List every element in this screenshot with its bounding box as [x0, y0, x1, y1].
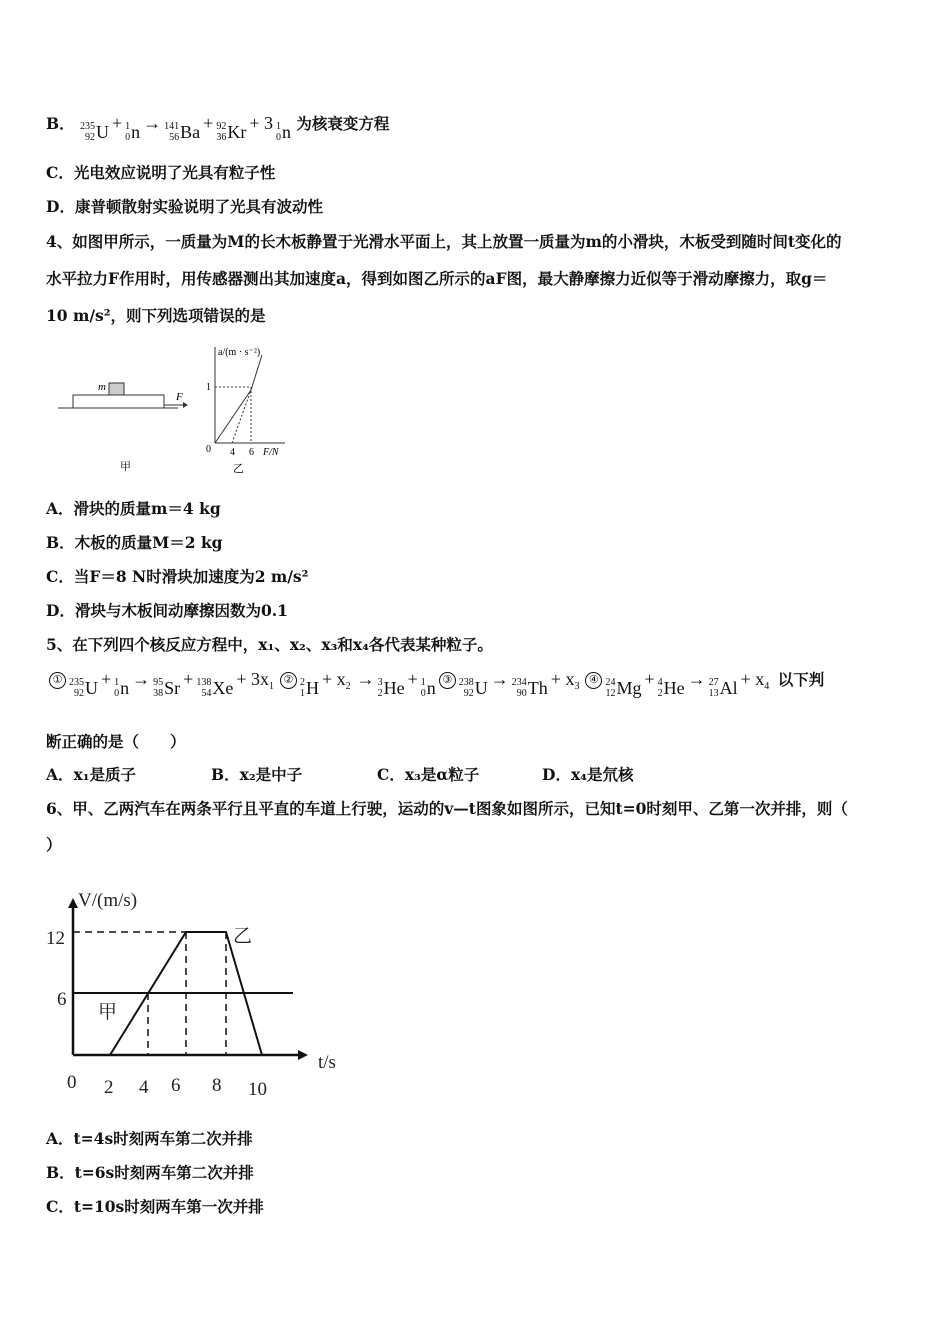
- q3-option-d: D．康普顿散射实验说明了光具有波动性: [46, 197, 323, 216]
- nuclide: [164, 121, 200, 143]
- q6-option-a: A．t=4s时刻两车第二次并排: [46, 1129, 253, 1148]
- nuclide: [605, 677, 641, 699]
- xtick-4: 4: [139, 1077, 149, 1098]
- fission-equation: [80, 113, 291, 143]
- nuclide-numbers: [216, 121, 226, 143]
- nuclide-numbers: [69, 677, 84, 699]
- label-F: F: [176, 391, 183, 403]
- subscript: 3: [574, 681, 580, 692]
- operator: →: [143, 113, 162, 133]
- nuclide-numbers: [114, 677, 119, 699]
- nuclide-numbers: [196, 677, 211, 699]
- q4-figure: [50, 335, 300, 480]
- mass-number: 238: [458, 677, 474, 688]
- nuclide-numbers: [80, 121, 95, 143]
- atomic-number: 54: [201, 688, 212, 699]
- atomic-number: 0: [125, 132, 131, 143]
- equation-number: ①: [49, 672, 66, 689]
- nuclide-numbers: [164, 121, 179, 143]
- operator: + $x_4$: [740, 669, 770, 692]
- q3-option-b: [46, 112, 389, 143]
- element-symbol: He: [383, 677, 405, 698]
- atomic-number: 92: [463, 688, 474, 699]
- caption-yi: 乙: [233, 463, 244, 475]
- nuclear-equations: [46, 669, 772, 699]
- atomic-number: 0: [420, 688, 426, 699]
- atomic-number: 36: [216, 132, 227, 143]
- mass-number: 1: [275, 121, 281, 132]
- mass-number: 1: [420, 677, 426, 688]
- q5-option-d: D．x₄是氘核: [542, 765, 634, 784]
- nuclide-numbers: [421, 677, 426, 699]
- ytick-6: 6: [57, 989, 67, 1010]
- atomic-number: 0: [275, 132, 281, 143]
- mass-number: 234: [511, 677, 527, 688]
- q5-option-a: A．x₁是质子: [46, 765, 137, 784]
- equation-number: ④: [585, 672, 602, 689]
- nuclide: [276, 121, 291, 143]
- atomic-number: 92: [85, 132, 96, 143]
- label-m: m: [98, 381, 106, 393]
- xtick-8: 8: [212, 1075, 222, 1096]
- nuclide: [421, 677, 436, 699]
- graph-ylabel: V/(m/s): [78, 890, 138, 911]
- atomic-number: 12: [605, 688, 616, 699]
- nuclide: [196, 677, 233, 699]
- operator: +: [644, 669, 655, 689]
- tick-x4: 4: [230, 447, 235, 458]
- graph-xlabel: t/s: [318, 1052, 336, 1073]
- mass-number: 138: [196, 677, 212, 688]
- nuclide-numbers: [276, 121, 281, 143]
- element-symbol: Kr: [227, 121, 247, 142]
- nuclide-numbers: [512, 677, 527, 699]
- operator: →: [687, 669, 706, 689]
- nuclide: [125, 121, 140, 143]
- tick-x0: 0: [206, 444, 211, 455]
- nuclide-numbers: [459, 677, 474, 699]
- label-jia: 甲: [98, 1002, 118, 1023]
- atomic-number: 0: [114, 688, 120, 699]
- subscript: 4: [764, 681, 770, 692]
- mass-number: 1: [114, 677, 120, 688]
- mass-number: 4: [657, 677, 663, 688]
- operator: →: [490, 669, 509, 689]
- tick-x6: 6: [249, 447, 254, 458]
- mass-number: 3: [377, 677, 383, 688]
- element-symbol: Ba: [180, 121, 201, 142]
- nuclide-numbers: [300, 677, 305, 699]
- operator: →: [356, 669, 375, 689]
- ytick-12: 12: [46, 928, 65, 949]
- operator: +: [203, 113, 214, 133]
- nuclide-numbers: [709, 677, 719, 699]
- mass-number: 235: [80, 121, 96, 132]
- subscript: 2: [345, 681, 351, 692]
- q5-option-b: B．x₂是中子: [211, 765, 303, 784]
- equation-number: ②: [280, 672, 297, 689]
- atomic-number: 38: [153, 688, 164, 699]
- graph-ylabel: a/(m · s⁻²): [218, 347, 261, 358]
- q4-option-b: B．木板的质量M＝2 kg: [46, 533, 223, 552]
- nuclide: [69, 677, 98, 699]
- nuclide: [512, 677, 548, 699]
- element-symbol: n: [281, 121, 291, 142]
- nuclide: [378, 677, 405, 699]
- operator: +: [407, 669, 418, 689]
- element-symbol: Th: [527, 677, 548, 698]
- nuclide-numbers: [605, 677, 615, 699]
- atomic-number: 2: [657, 688, 663, 699]
- operator: + 3: [249, 113, 273, 133]
- q4-stem-line2: 水平拉力F作用时，用传感器测出其加速度a，得到如图乙所示的aF图，最大静摩擦力近似等于滑动摩擦力，取g＝: [46, 269, 828, 288]
- element-symbol: Sr: [164, 677, 181, 698]
- element-symbol: Al: [719, 677, 738, 698]
- q6-stem-line1: 6、甲、乙两汽车在两条平行且平直的车道上行驶，运动的v—t图象如图所示，已知t=0时刻甲、乙第一次并排，则（: [46, 799, 848, 818]
- operator: →: [132, 669, 151, 689]
- q5-equations: [46, 668, 824, 699]
- atomic-number: 1: [299, 688, 305, 699]
- mass-number: 2: [299, 677, 305, 688]
- nuclide: [80, 121, 109, 143]
- vt-graph: [0, 870, 380, 1110]
- xtick-10: 10: [248, 1079, 267, 1100]
- q3-option-c: C．光电效应说明了光具有粒子性: [46, 163, 276, 182]
- q5-stem-line2: 断正确的是（ ）: [46, 732, 186, 751]
- q5-option-c: C．x₃是α粒子: [377, 765, 480, 784]
- mass-number: 24: [605, 677, 616, 688]
- operator: + $x_2$: [321, 669, 351, 692]
- subscript: 1: [268, 681, 274, 692]
- option-label: B．: [46, 114, 75, 133]
- nuclide: [709, 677, 738, 699]
- nuclide-numbers: [153, 677, 163, 699]
- nuclide: [216, 121, 246, 143]
- xtick-2: 2: [104, 1077, 114, 1098]
- element-symbol: He: [663, 677, 685, 698]
- q6-option-b: B．t=6s时刻两车第二次并排: [46, 1163, 254, 1182]
- operator: +: [101, 669, 112, 689]
- stem-tail: 以下判: [777, 670, 825, 689]
- mass-number: 235: [69, 677, 84, 688]
- board-block-diagram: [58, 381, 188, 473]
- equation-number: ③: [439, 672, 456, 689]
- q4-option-a: A．滑块的质量m＝4 kg: [46, 499, 221, 518]
- nuclide: [459, 677, 488, 699]
- nuclide: [300, 677, 319, 699]
- element-symbol: U: [85, 677, 98, 698]
- graph-xlabel: F/N: [263, 447, 279, 458]
- xtick-0: 0: [67, 1072, 77, 1093]
- nuclide-numbers: [125, 121, 130, 143]
- q4-option-c: C．当F＝8 N时滑块加速度为2 m/s²: [46, 567, 309, 586]
- element-symbol: n: [120, 677, 130, 698]
- mass-number: 95: [153, 677, 164, 688]
- mass-number: 1: [125, 121, 131, 132]
- nuclide-numbers: [658, 677, 663, 699]
- nuclide-numbers: [378, 677, 383, 699]
- mass-number: 141: [164, 121, 180, 132]
- atomic-number: 90: [516, 688, 527, 699]
- q4-stem-line3: 10 m/s²，则下列选项错误的是: [46, 306, 266, 325]
- operator: + $x_3$: [550, 669, 580, 692]
- atomic-number: 92: [74, 688, 84, 699]
- atomic-number: 13: [708, 688, 719, 699]
- xtick-6: 6: [171, 1075, 181, 1096]
- atomic-number: 56: [169, 132, 180, 143]
- tick-y1: 1: [206, 382, 211, 393]
- operator: +: [183, 669, 194, 689]
- element-symbol: U: [474, 677, 488, 698]
- q6-option-c: C．t=10s时刻两车第一次并排: [46, 1197, 264, 1216]
- q5-stem: 5、在下列四个核反应方程中，x₁、x₂、x₃和x₄各代表某种粒子。: [46, 635, 493, 654]
- nuclide: [153, 677, 180, 699]
- operator: +: [112, 113, 123, 133]
- q6-stem-line2: ）: [46, 835, 62, 854]
- q4-stem-line1: 4、如图甲所示，一质量为M的长木板静置于光滑水平面上，其上放置一质量为m的小滑块，木板受到随时间t变化的: [46, 232, 842, 251]
- atomic-number: 2: [377, 688, 383, 699]
- element-symbol: n: [131, 121, 141, 142]
- element-symbol: H: [305, 677, 319, 698]
- element-symbol: Xe: [212, 677, 234, 698]
- label-yi: 乙: [233, 926, 253, 947]
- option-text: 为核衰变方程: [296, 114, 390, 133]
- nuclide: [658, 677, 685, 699]
- nuclide: [114, 677, 129, 699]
- element-symbol: n: [426, 677, 436, 698]
- operator: + $3x_1$: [236, 669, 274, 692]
- q4-option-d: D．滑块与木板间动摩擦因数为0.1: [46, 601, 288, 620]
- element-symbol: U: [96, 121, 110, 142]
- mass-number: 27: [708, 677, 719, 688]
- caption-jia: 甲: [120, 461, 131, 473]
- aF-graph: [215, 347, 285, 443]
- mass-number: 92: [216, 121, 227, 132]
- element-symbol: Mg: [616, 677, 642, 698]
